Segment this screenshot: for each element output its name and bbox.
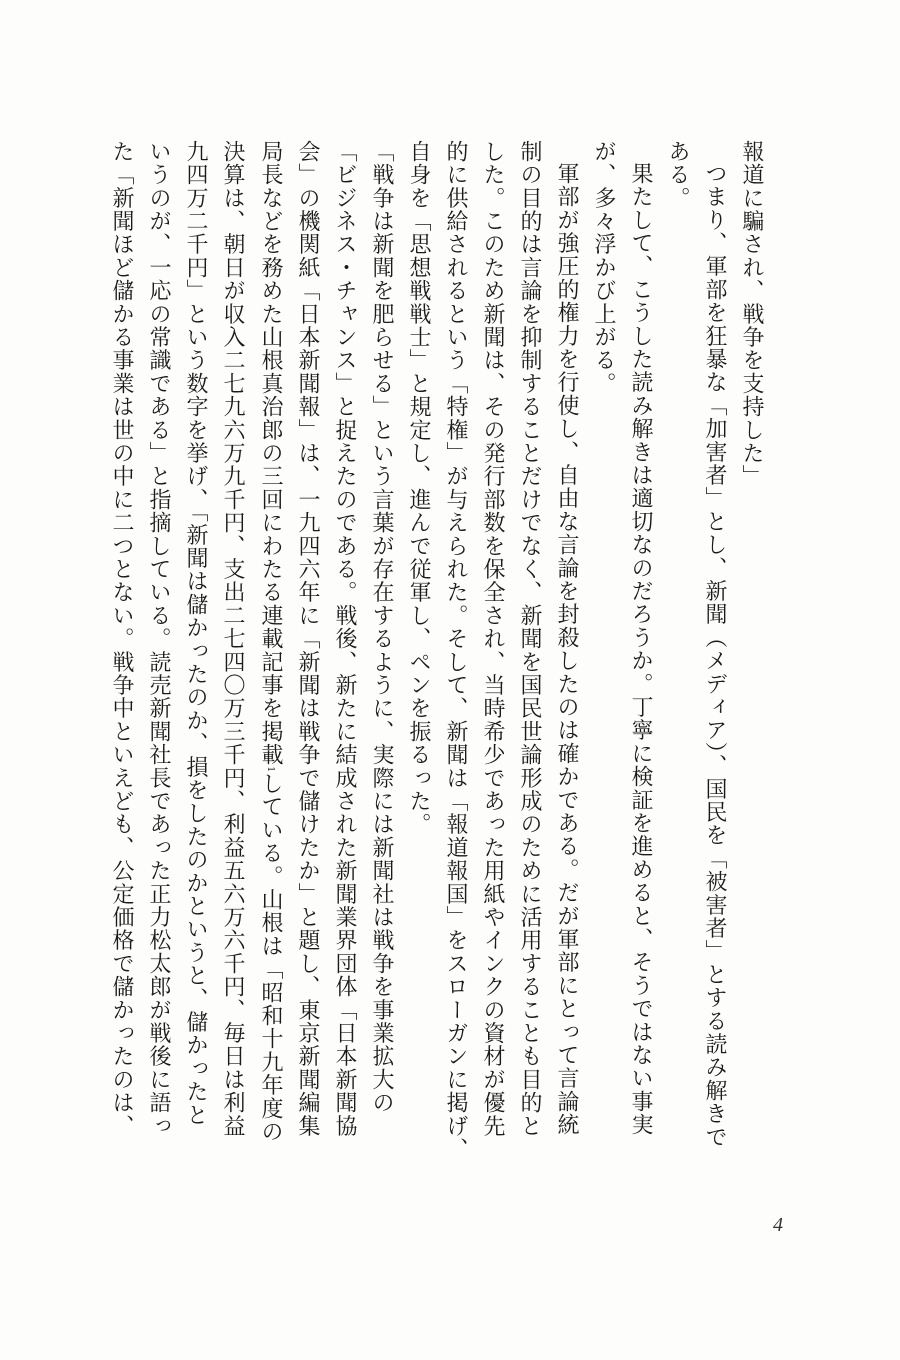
text-line: た「新聞ほど儲かる事業は世の中に二つとない。戦争中といえども、公定価格で儲かったのは、: [109, 140, 134, 1138]
text-line: 局長などを務めた山根真治郎の三回にわたる連載記事を掲載1している。山根は「昭和十九年度の: [258, 140, 283, 1144]
text-line: 果たして、こうした読み解きは適切なのだろうか。丁寧に検証を進めると、そうではない事実: [628, 162, 653, 1137]
text-line: 的に供給されるという「特権」が与えられた。そして、新聞は「報道報国」をスローガンに掲げ、: [443, 140, 468, 1161]
text-line: 自身を「思想戦戦士」と規定し、進んで従軍し、ペンを振るった。: [406, 140, 431, 836]
text-line: が、多々浮かび上がる。: [591, 140, 616, 396]
text-line: 報道に騙され、戦争を支持した」: [739, 140, 764, 488]
page-number: 4: [773, 1214, 783, 1236]
text-line: 「ビジネス・チャンス」と捉えたのである。戦後、新たに結成された新聞業界団体「日本新聞協: [332, 140, 357, 1138]
text-line: ある。: [665, 140, 690, 210]
vertical-text-body: [90, 140, 770, 1240]
text-line: 九四万二千円」という数字を挙げ、「新聞は儲かったのか、損をしたのかというと、儲かったと: [183, 140, 208, 1127]
text-line: した。このため新聞は、その発行部数を保全され、当時希少であった用紙やインクの資材が優先: [480, 140, 505, 1138]
footnote-ref: 1: [265, 766, 275, 773]
text-line: 決算は、朝日が収入二七九六万九千円、支出二七四〇万三千円、利益五六万六千円、毎日は利益: [220, 140, 245, 1138]
text-line: 会」の機関紙「日本新聞報」は、一九四六年に「新聞は戦争で儲けたか」と題し、東京新聞編集: [295, 140, 320, 1138]
text-line: 軍部が強圧的権力を行使し、自由な言論を封殺したのは確かである。だが軍部にとって言論統: [554, 162, 579, 1137]
text-line: いうのが、一応の常識である」と指摘している。読売新聞社長であった正力松太郎が戦後に語っ: [146, 140, 171, 1138]
text-line: 制の目的は言論を抑制することだけでなく、新聞を国民世論形成のために活用することも目的と: [517, 140, 542, 1138]
text-line: つまり、軍部を狂暴な「加害者」とし、新聞（メディア）、国民を「被害者」とする読み解きで: [702, 162, 727, 1149]
text-line: 「戦争は新聞を肥らせる」という言葉が存在するように、実際には新聞社は戦争を事業拡大の: [369, 140, 394, 1115]
